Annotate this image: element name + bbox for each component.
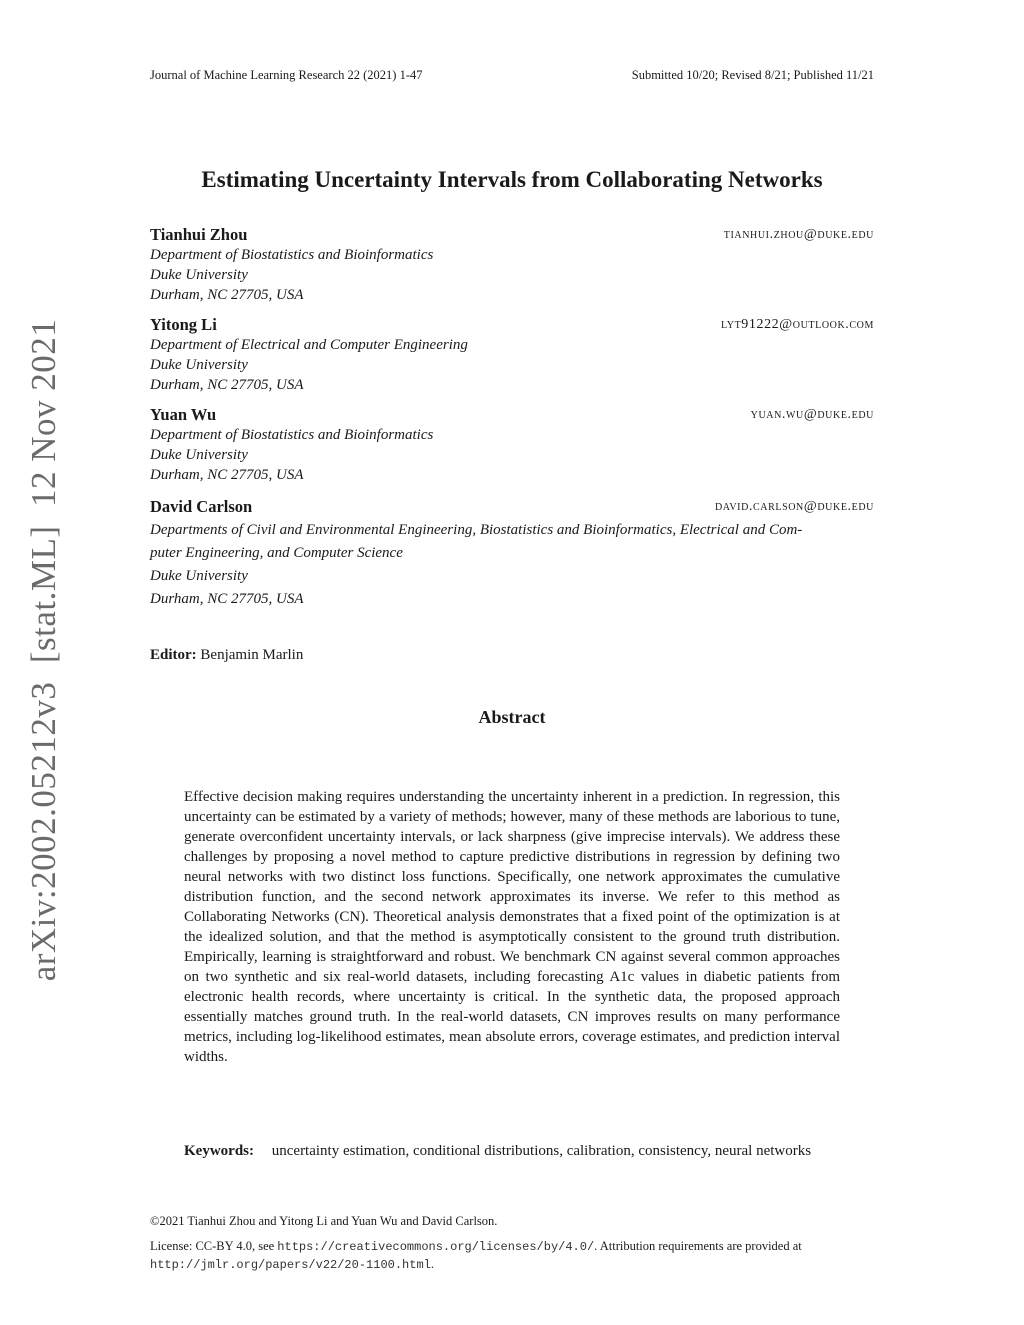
license-prefix: License: CC-BY 4.0, see	[150, 1239, 278, 1253]
author-department: Department of Biostatistics and Bioinformatics	[150, 247, 434, 263]
author-department: Department of Electrical and Computer Engineering	[150, 337, 468, 353]
editor-label: Editor:	[150, 647, 197, 663]
license-end: .	[430, 1257, 434, 1271]
author-name: Yuan Wu	[150, 405, 217, 424]
author-email[interactable]: david.carlson@duke.edu	[714, 499, 874, 514]
license-mid: . Attribution requirements are provided at	[594, 1239, 802, 1253]
author-name: Yitong Li	[150, 315, 217, 334]
submission-dates: Submitted 10/20; Revised 8/21; Published 11/21	[631, 68, 874, 82]
author-university: Duke University	[150, 447, 248, 463]
keywords-label: Keywords:	[184, 1143, 254, 1159]
author-department-cont: puter Engineering, and Computer Science	[150, 545, 403, 561]
author-block-3	[150, 405, 874, 485]
author-location: Durham, NC 27705, USA	[150, 287, 304, 303]
author-location: Durham, NC 27705, USA	[150, 467, 304, 483]
keywords-text: uncertainty estimation, conditional distributions, calibration, consistency, neural networks	[271, 1143, 812, 1159]
author-block-1	[150, 225, 874, 305]
abstract-heading: Abstract	[478, 707, 546, 727]
author-email[interactable]: tianhui.zhou@duke.edu	[723, 227, 874, 242]
journal-header: Journal of Machine Learning Research 22 (2021) 1-47	[150, 68, 423, 82]
attribution-link[interactable]: http://jmlr.org/papers/v22/20-1100.html	[150, 1258, 431, 1272]
license-link[interactable]: https://creativecommons.org/licenses/by/4.0/	[277, 1240, 595, 1254]
author-department: Department of Biostatistics and Bioinformatics	[150, 427, 434, 443]
author-email[interactable]: lyt91222@outlook.com	[721, 317, 874, 332]
editor-line	[150, 647, 303, 664]
author-email[interactable]: yuan.wu@duke.edu	[750, 407, 874, 422]
license-notice	[150, 1238, 874, 1274]
author-block-2	[150, 315, 874, 395]
author-name: Tianhui Zhou	[150, 225, 248, 244]
author-location: Durham, NC 27705, USA	[150, 591, 304, 607]
author-location: Durham, NC 27705, USA	[150, 377, 304, 393]
copyright-notice: ©2021 Tianhui Zhou and Yitong Li and Yuan Wu and David Carlson.	[150, 1214, 498, 1228]
paper-title: Estimating Uncertainty Intervals from Collaborating Networks	[201, 167, 823, 192]
author-university: Duke University	[150, 568, 248, 584]
author-name: David Carlson	[150, 497, 253, 516]
abstract-text: Effective decision making requires understanding the uncertainty inherent in a prediction. In regression, this uncertainty can be estimated by a variety of methods; however, many of these methods are laborious to tune, generate overconfident uncertainty intervals, or lack sharpness (give imprecise intervals). We address these challenges by proposing a novel method to capture predictive distributions in regression by defining two neural networks with two distinct loss functions. Specifically, one network approximates the cumulative distribution function, and the second network approximates its inverse. We refer to this method as Collaborating Networks (CN). Theoretical analysis demonstrates that a fixed point of the optimization is at the idealized solution, and that the method is asymptotically consistent to the ground truth distribution. Empirically, learning is straightforward and robust. We benchmark CN against several common approaches on two synthetic and six real-world datasets, including forecasting A1c values in diabetic patients from electronic health records, where uncertainty is critical. In the synthetic data, the proposed approach essentially matches ground truth. In the real-world datasets, CN improves results on many performance metrics, including log-likelihood estimates, mean absolute errors, coverage estimates, and prediction interval widths.	[184, 789, 840, 1065]
author-university: Duke University	[150, 357, 248, 373]
author-department: Departments of Civil and Environmental Engineering, Biostatistics and Bioinformatics, Electrical and Com-	[150, 522, 803, 538]
arxiv-stamp: arXiv:2002.05212v3 [stat.ML] 12 Nov 2021	[24, 318, 63, 982]
keywords	[184, 1141, 840, 1161]
editor-name: Benjamin Marlin	[200, 647, 304, 663]
author-block-4	[150, 497, 874, 611]
arxiv-stamp-container	[20, 318, 68, 982]
author-university: Duke University	[150, 267, 248, 283]
